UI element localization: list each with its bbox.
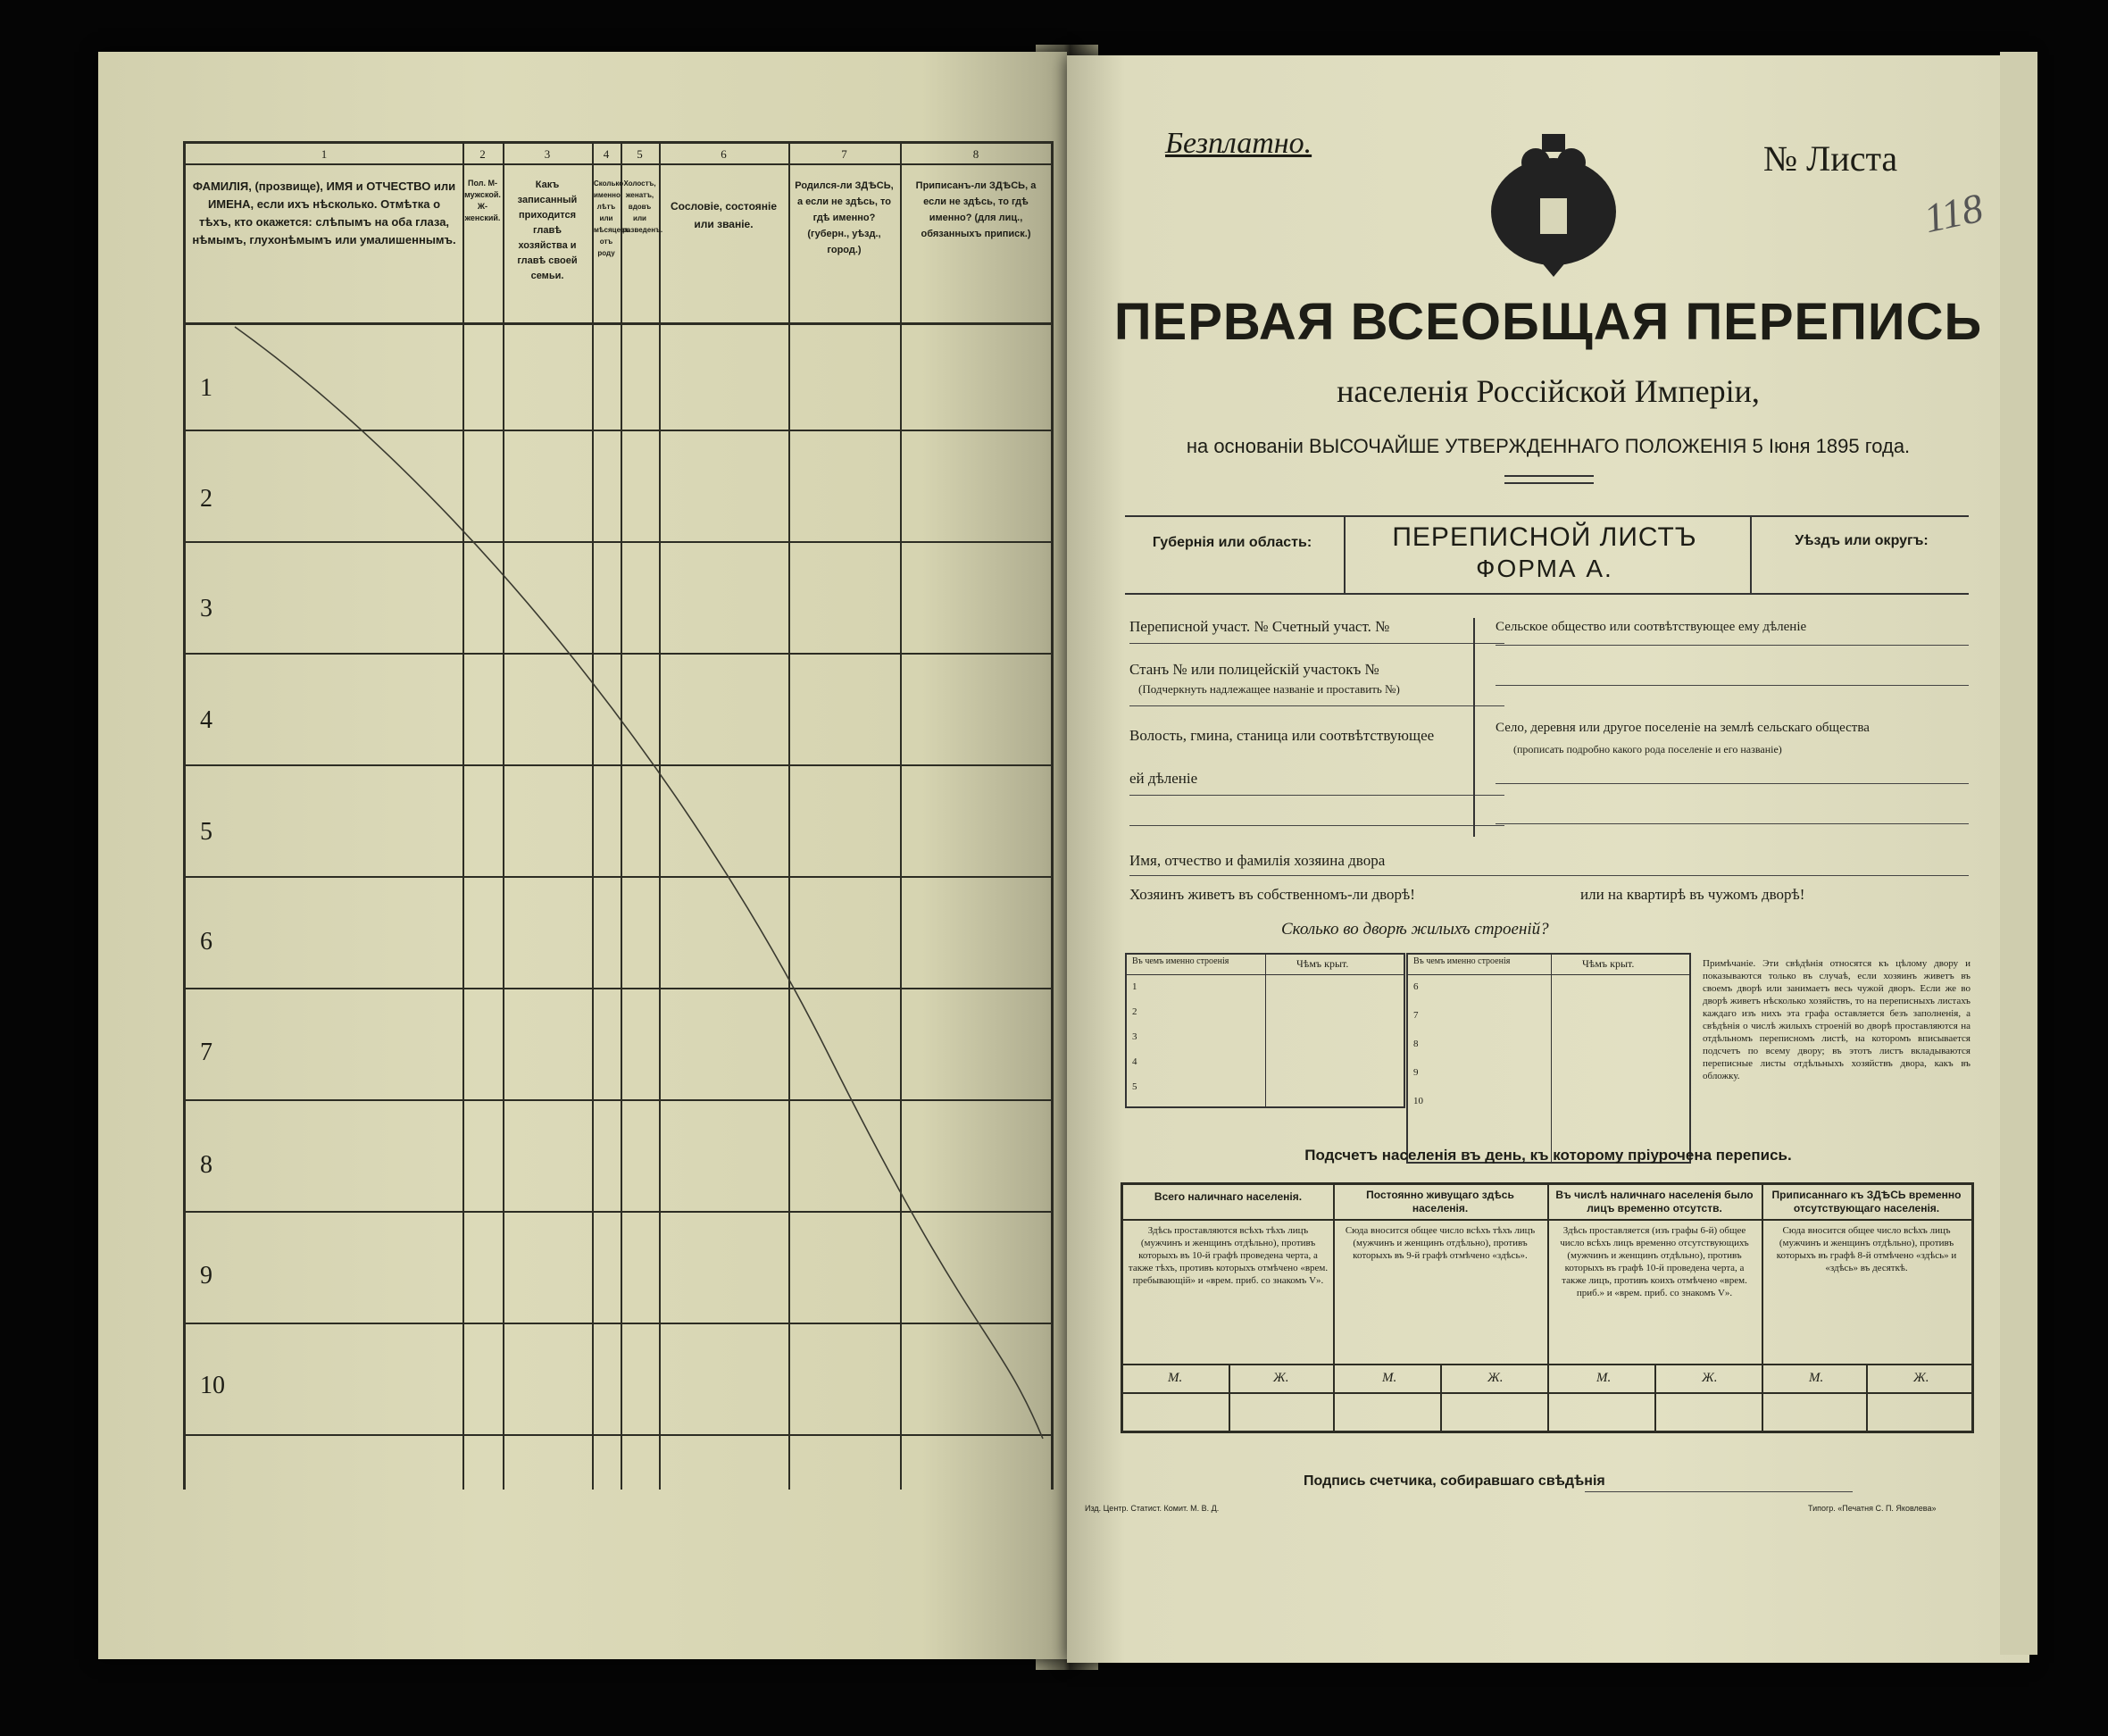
stan-hint: (Подчеркнуть надлежащее названіе и проставить №): [1138, 682, 1400, 696]
gubernia-label: Губернія или область:: [1152, 535, 1312, 550]
divider: [1473, 618, 1475, 837]
sheet-label: № Листа: [1763, 138, 1898, 179]
buildings-row: 4: [1132, 1056, 1137, 1067]
female-label: Ж.: [1913, 1371, 1929, 1385]
census-district-field: Переписной участ. № Счетный участ. №: [1129, 618, 1390, 635]
column-number: 2: [479, 147, 486, 161]
form-title: ПЕРЕПИСНОЙ ЛИСТЪ: [1392, 522, 1697, 552]
col-divider: [1866, 1364, 1868, 1431]
signature-line: [1585, 1491, 1853, 1492]
row-number: 7: [200, 1039, 212, 1066]
column-number: 4: [603, 147, 610, 161]
col-divider: [1229, 1364, 1230, 1431]
fill-line: [1496, 645, 1969, 646]
row-rule: [1123, 1364, 1971, 1365]
form-letter: ФОРМА А.: [1476, 555, 1613, 582]
buildings-row: 1: [1132, 981, 1137, 992]
female-label: Ж.: [1273, 1371, 1289, 1385]
right-page: [1067, 55, 2029, 1663]
fill-line: [1496, 823, 1969, 824]
column-number: 6: [721, 147, 727, 161]
owner-rent-field: или на квартирѣ въ чужомъ дворѣ!: [1580, 886, 1805, 903]
row-number: 2: [200, 485, 212, 513]
column-header: Какъ записанный приходится главѣ хозяйства и главѣ своей семьи.: [517, 179, 578, 281]
column-header: Сколько именно лѣтъ или мѣсяцевъ отъ роду: [594, 179, 630, 257]
column-number: 5: [637, 147, 643, 161]
footer-right: Типогр. «Печатня С. П. Яковлева»: [1808, 1504, 1937, 1513]
count-header: Приписаннаго къ ЗДѢСЬ временно отсутствующаго населенія.: [1771, 1189, 1962, 1214]
male-label: М.: [1168, 1371, 1183, 1385]
male-label: М.: [1382, 1371, 1397, 1385]
buildings-head: Чѣмъ крыт.: [1296, 957, 1349, 970]
count-desc: Здѣсь проставляются всѣхъ тѣхъ лицъ (мужчинъ и женщинъ отдѣльно), противъ которыхъ въ 10-й графѣ проведена черта, а также тѣхъ, противъ которыхъ отмѣчено «врем. пребывающій» и «врем. приб. со знакомъ V».: [1128, 1225, 1329, 1286]
volost-field: Волость, гмина, станица или соотвѣтствующее: [1129, 727, 1435, 744]
count-header: Всего наличнаго населенія.: [1154, 1190, 1303, 1203]
column-header: ФАМИЛІЯ, (прозвище), ИМЯ и ОТЧЕСТВО или ИМЕНА, если ихъ нѣсколько. Отмѣтка о тѣхъ, кто окажется: слѣпымъ на оба глаза, нѣмымъ, глухонѣмымъ или умалишеннымъ.: [192, 179, 456, 246]
buildings-row: 8: [1413, 1039, 1419, 1049]
row-rule: [1123, 1392, 1971, 1394]
buildings-row: 6: [1413, 981, 1419, 992]
count-header: Въ числѣ наличнаго населенія было лицъ временно отсутств.: [1555, 1189, 1754, 1214]
note-text: Примѣчаніе. Эти свѣдѣнія относятся къ цѣлому двору и показываются только въ случаѣ, если хозяинъ живетъ въ своемъ дворѣ или занимаетъ весь чужой дворъ. Если же во дворѣ живетъ нѣсколько хозяйствъ, то на переписныхъ листахъ каждаго изъ нихъ эта графа оставляется безъ заполненія, а свѣдѣнія о числѣ жилыхъ строеній во дворѣ проставляются на отдѣльномъ переписномъ листѣ, на которомъ вписывается подсчетъ по всему двору; въ этотъ листъ вкладываются переписные листы отдѣльныхъ хозяйствъ двора, какъ въ обложку.: [1703, 958, 1971, 1081]
census-basis: на основаніи ВЫСОЧАЙШЕ УТВЕРЖДЕННАГО ПОЛОЖЕНІЯ 5 Іюня 1895 года.: [1186, 435, 1911, 457]
free-label: Безплатно.: [1165, 127, 1312, 160]
buildings-row: 7: [1413, 1010, 1419, 1021]
buildings-row: 9: [1413, 1067, 1419, 1078]
fill-line: [1496, 685, 1969, 686]
form-header-box: [1125, 515, 1969, 595]
fill-line: [1129, 795, 1504, 796]
signature-label: Подпись счетчика, собиравшаго свѣдѣнія: [1304, 1473, 1605, 1489]
population-count-table: [1121, 1182, 1974, 1433]
female-label: Ж.: [1702, 1371, 1718, 1385]
left-page: [98, 52, 1067, 1659]
row-number: 10: [200, 1372, 225, 1399]
column-header: Сословіе, состояніе или званіе.: [670, 200, 778, 230]
diagonal-strike-line: [186, 144, 1056, 1492]
stacked-pages-edge: [2000, 52, 2037, 1655]
count-desc: Сюда вносится общее число всѣхъ лицъ (мужчинъ и женщинъ отдѣльно), противъ которыхъ въ графѣ 8-й отмѣчено «здѣсь» и «здѣсь» въ десяткѣ.: [1776, 1225, 1957, 1273]
census-title: ПЕРВАЯ ВСЕОБЩАЯ ПЕРЕПИСЬ: [1113, 293, 1983, 351]
column-header: Пол. М-мужской. Ж-женский.: [464, 179, 501, 222]
fill-line: [1129, 643, 1504, 644]
count-header: Постоянно живущаго здѣсь населенія.: [1366, 1189, 1514, 1214]
column-header: Холостъ, женатъ, вдовъ или разведенъ.: [622, 179, 663, 234]
buildings-table-right: [1406, 953, 1691, 1164]
column-number: 1: [321, 147, 328, 161]
buildings-question: Сколько во дворѣ жилыхъ строеній?: [1281, 920, 1549, 939]
buildings-table-left: [1125, 953, 1405, 1108]
row-number: 9: [200, 1262, 212, 1289]
fill-line: [1129, 825, 1504, 826]
row-number: 6: [200, 928, 212, 956]
male-label: М.: [1809, 1371, 1824, 1385]
owner-name-field: Имя, отчество и фамилія хозяина двора: [1129, 852, 1386, 869]
buildings-row: 10: [1413, 1096, 1423, 1106]
owner-lives-field: Хозяинъ живетъ въ собственномъ-ли дворѣ!: [1129, 886, 1415, 903]
buildings-head: Въ чемъ именно строенія: [1132, 956, 1229, 966]
row-number: 5: [200, 818, 212, 846]
buildings-row: 5: [1132, 1081, 1137, 1092]
row-rule: [1123, 1219, 1971, 1221]
col-divider: [1440, 1364, 1442, 1431]
society-field: Сельское общество или соотвѣтствующее ему дѣленіе: [1496, 620, 1807, 634]
footer-left: Изд. Центр. Статист. Комит. М. В. Д.: [1085, 1504, 1220, 1513]
buildings-head: Въ чемъ именно строенія: [1413, 956, 1511, 966]
row-number: 4: [200, 706, 212, 734]
census-subtitle: населенія Россійской Имперіи,: [1337, 373, 1760, 409]
row-number: 1: [200, 374, 212, 402]
household-table: [183, 141, 1054, 1490]
column-header: Родился-ли ЗДѢСЬ, а если не здѣсь, то гдѣ именно? (губерн., уѣзд., город.): [795, 180, 894, 255]
column-header: Приписанъ-ли ЗДѢСЬ, а если не здѣсь, то гдѣ именно? (для лиц., обязанныхъ приписк.): [915, 180, 1037, 239]
buildings-row: 3: [1132, 1031, 1137, 1042]
divider: [1750, 517, 1752, 593]
col-divider: [1654, 1364, 1656, 1431]
stan-field: Станъ № или полицейскій участокъ №: [1129, 661, 1379, 678]
count-title: Подсчетъ населенія въ день, къ которому пріурочена перепись.: [1304, 1147, 1792, 1164]
fill-line: [1129, 875, 1969, 876]
village-hint: (прописать подробно какого рода поселеніе и его названіе): [1513, 743, 1782, 755]
count-desc: Здѣсь проставляется (изъ графы 6-й) общее число всѣхъ лицъ временно отсутствующихъ (мужчинъ и женщинъ отдѣльно), противъ которыхъ въ графѣ 10-й проведена черта, а также лицъ, противъ коихъ отмѣчено «врем. приб.» и «врем. приб. со знакомъ V».: [1560, 1225, 1749, 1298]
volost-field-2: ей дѣленіе: [1129, 770, 1198, 787]
sheet-number: 118: [1920, 184, 1987, 242]
uezd-label: Уѣздъ или округъ:: [1795, 533, 1929, 548]
male-label: М.: [1596, 1371, 1612, 1385]
fill-line: [1496, 783, 1969, 784]
female-label: Ж.: [1487, 1371, 1504, 1385]
village-field: Село, деревня или другое поселеніе на землѣ сельскаго общества: [1496, 721, 1870, 735]
row-number: 8: [200, 1151, 212, 1179]
fill-line: [1129, 705, 1504, 706]
buildings-head: Чѣмъ крыт.: [1582, 957, 1635, 970]
buildings-row: 2: [1132, 1006, 1137, 1017]
row-number: 3: [200, 595, 212, 622]
column-number: 8: [972, 147, 979, 161]
imperial-eagle-icon: [1487, 127, 1621, 279]
column-number: 3: [544, 147, 551, 161]
count-desc: Сюда вносится общее число всѣхъ тѣхъ лицъ (мужчинъ и женщинъ отдѣльно), противъ которыхъ въ 9-й графѣ отмѣчено «здѣсь».: [1345, 1225, 1536, 1261]
column-number: 7: [841, 147, 847, 161]
ornament-divider: [1504, 475, 1594, 484]
